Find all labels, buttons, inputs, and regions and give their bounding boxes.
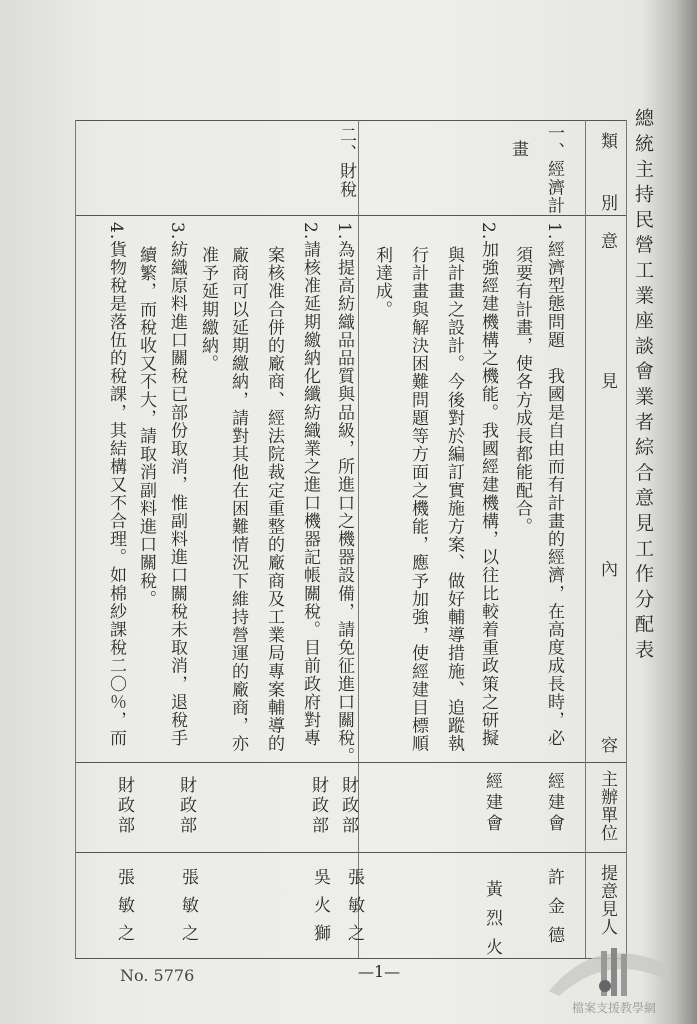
header-category: 類 別 [597,132,617,225]
opinion-line: 案核准合併的廠商、經法院裁定重整的廠商及工業局專案輔導的 [264,246,284,753]
opinion-line: 須要有計畫，使各方成長都能配合。 [512,246,532,536]
opinion-line: 3.紡織原料進口關稅已部份取消，惟副料進口關稅未取消，退稅手 [167,222,187,748]
svg-text:檔案支援教學網: 檔案支援教學網 [571,1001,657,1015]
category-economic-planning: 一、經濟計 [544,124,564,215]
opinion-line: 1.經濟型態問題 我國是自由而有計畫的經濟，在高度成長時，必 [544,222,564,748]
unit-cell: 財政部 [338,776,358,836]
table-left-border [75,120,76,958]
proposer-cell: 張敏之 [344,868,364,952]
unit-cell: 經建會 [544,772,564,835]
unit-cell: 經建會 [482,772,502,835]
unit-cell: 財政部 [308,776,328,836]
unit-row-divider [75,852,627,853]
proposer-cell: 張敏之 [178,868,198,952]
opinion-line: 續繁，而稅收又不大，請取消副料進口關稅。 [136,246,156,608]
header-opinion-2: 見 [597,372,617,391]
archive-watermark-logo [539,936,689,1016]
opinion-line: 准予延期繳納。 [198,246,218,373]
document-title: 總統主持民營工業座談會業者綜合意見工作分配表 [632,108,654,665]
category-finance-tax: 二、財稅 [336,126,356,199]
header-column-divider [585,120,586,958]
header-opinion-4: 容 [597,736,617,755]
opinion-line: 4.貨物稅是落伍的稅課，其結構又不合理。如棉紗課稅二〇％，而 [106,222,126,748]
header-opinion-3: 內 [597,560,617,579]
proposer-cell: 吳火獅 [310,868,330,952]
opinion-line: 1.為提高紡織品品質與品級，所進口之機器設備，請免征進口關稅。 [334,222,354,766]
proposer-cell: 許金德 [544,868,564,955]
page-number: —1— [358,962,401,981]
header-opinion-1: 意 [597,232,617,251]
unit-cell: 財政部 [114,776,134,836]
header-proposer: 提意見人 [597,864,617,936]
proposer-cell: 黃烈火 [482,880,502,967]
opinion-line: 廠商可以延期繳納，請對其他在困難情況下維持營運的廠商，亦 [228,246,248,753]
opinion-line: 行計畫與解決困難問題等方面之機能，應予加強，使經建目標順 [408,246,428,753]
table-right-border [626,120,627,958]
opinion-line: 2.加強經建機構之機能。我國經建機構，以往比較着重政策之研擬 [478,222,498,748]
book-key-icon [539,936,689,1016]
category-economic-planning-cont: 畫 [508,140,528,159]
table-top-border [75,120,627,121]
header-unit: 主辦單位 [597,770,617,842]
opinion-line: 利達成。 [372,246,392,319]
header-row-divider [75,215,627,216]
document-number: No. 5776 [120,966,195,985]
opinion-line: 2.請核准延期繳納化纖紡織業之進口機器記帳關稅。目前政府對專 [300,222,320,748]
unit-cell: 財政部 [176,776,196,836]
opinion-line: 與計畫之設計。今後對於編訂實施方案、做好輔導措施、追蹤執 [444,246,464,753]
proposer-cell: 張敏之 [114,868,134,952]
